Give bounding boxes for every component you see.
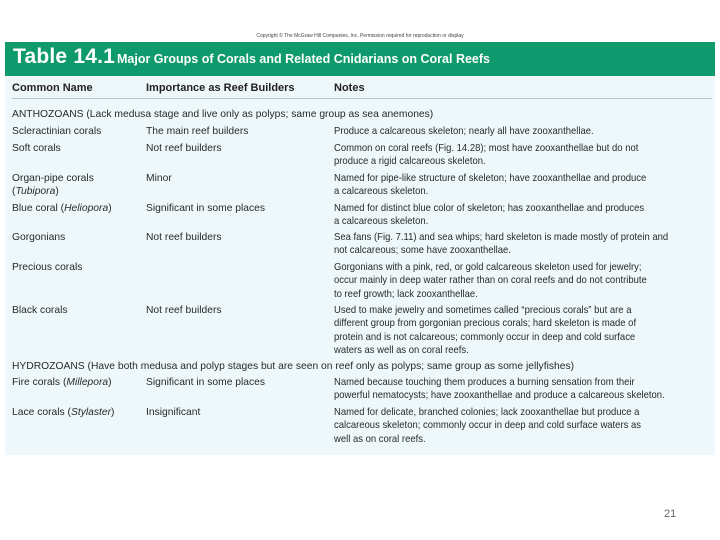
common-name-text: Soft corals (12, 143, 61, 154)
page-number: 21 (664, 508, 677, 520)
row-importance: The main reef builders (146, 126, 249, 137)
table-title-banner (5, 42, 715, 76)
copyright-notice: Copyright © The McGraw Hill Companies, Inc. Permission required for reproduction or display (256, 33, 464, 39)
notes-line: a calcareous skeleton. (334, 216, 429, 228)
notes-line: different group from gorgonian precious corals; hard skeleton is made of (334, 318, 637, 330)
coral-groups-table (5, 76, 715, 455)
row-importance: Not reef builders (146, 143, 222, 154)
common-name-text: Gorgonians (12, 232, 66, 243)
row-importance: Insignificant (146, 407, 201, 418)
row-notes (334, 142, 638, 169)
notes-line: a calcareous skeleton. (334, 186, 429, 198)
notes-line: Named for delicate, branched colonies; lack zooxanthellae but produce a (334, 407, 640, 418)
notes-line: Named because touching them produces a burning sensation from their (334, 377, 635, 388)
row-notes (334, 231, 668, 258)
genus-name: Millepora (66, 377, 109, 388)
row-notes (334, 172, 646, 199)
header-divider (12, 98, 712, 99)
row-importance: Significant in some places (146, 377, 266, 388)
row-importance: Not reef builders (146, 232, 222, 243)
common-name-text: Organ-pipe corals (12, 173, 94, 184)
row-importance: Minor (146, 173, 172, 184)
common-name-text: Black corals (12, 305, 68, 316)
row-importance: Significant in some places (146, 203, 266, 214)
notes-line: protein and is not calcareous; commonly occur in deep and cold surface (334, 331, 636, 343)
row-common-name (12, 142, 61, 155)
header-notes: Notes (334, 82, 365, 94)
notes-line: Common on coral reefs (Fig. 14.28); most have zooxanthellae but do not (334, 143, 639, 154)
row-common-name: Lace corals (Stylaster) (12, 407, 115, 418)
common-name-text: Lace corals (12, 407, 65, 418)
common-name-text: Precious corals (12, 262, 83, 273)
notes-line: not calcareous; some have zooxanthellae. (334, 245, 511, 257)
notes-line: to reef growth; lack zooxanthellae. (334, 288, 478, 300)
notes-line: Gorgonians with a pink, red, or gold calcareous skeleton used for jewelry; (334, 262, 642, 273)
notes-line: occur mainly in deep water rather than on coral reefs and do not contribute (334, 275, 647, 287)
common-name-text: Blue coral (12, 203, 58, 214)
notes-line: Named for distinct blue color of skeleton; has zooxanthellae and produces (334, 203, 645, 214)
row-common-name (12, 125, 101, 138)
notes-line: well as on coral reefs. (334, 433, 426, 445)
table-title: Major Groups of Corals and Related Cnidarians on Coral Reefs (117, 52, 490, 66)
notes-line: waters as well as on coral reefs. (334, 345, 469, 357)
genus-name: Heliopora (64, 203, 109, 214)
row-common-name: Blue coral (Heliopora) (12, 203, 112, 214)
notes-line: Produce a calcareous skeleton; nearly all have zooxanthellae. (334, 126, 594, 137)
row-common-name (12, 231, 65, 244)
common-name-text: Scleractinian corals (12, 126, 102, 137)
genus-name: Stylaster (70, 407, 112, 418)
group-heading-anthozoans: ANTHOZOANS (Lack medusa stage and live only as polyps; same group as sea anemones) (12, 109, 434, 120)
row-notes (334, 125, 594, 138)
notes-line: Sea fans (Fig. 7.11) and sea whips; hard skeleton is made mostly of protein and (334, 232, 669, 243)
group-heading-hydrozoans: HYDROZOANS (Have both medusa and polyp stages but are seen on reef only as polyps; same group as some jellyfishes) (12, 361, 575, 372)
notes-line: produce a rigid calcareous skeleton. (334, 156, 486, 168)
common-name-text: Fire corals (12, 377, 61, 388)
header-importance: Importance as Reef Builders (146, 82, 295, 94)
notes-line: powerful nematocysts; have zooxanthellae and produce a calcareous skeleton. (334, 390, 665, 402)
row-importance: Not reef builders (146, 305, 222, 316)
row-common-name: Fire corals (Millepora) (12, 377, 112, 388)
header-common-name: Common Name (12, 82, 93, 94)
row-notes (334, 406, 641, 446)
table-number: Table 14.1 (13, 45, 115, 68)
notes-line: Used to make jewelry and sometimes called “precious corals” but are a (334, 305, 632, 316)
row-common-name (12, 304, 68, 317)
notes-line: Named for pipe-like structure of skeleton; have zooxanthellae and produce (334, 173, 647, 184)
row-notes (334, 376, 665, 403)
row-common-name: Organ-pipe corals (Tubipora) (12, 173, 94, 198)
notes-line: calcareous skeleton; commonly occur in deep and cold surface waters as (334, 420, 641, 432)
genus-name: Tubipora (15, 186, 56, 198)
row-notes (334, 261, 647, 301)
row-notes (334, 202, 644, 229)
row-common-name (12, 261, 82, 274)
row-notes (334, 304, 636, 358)
